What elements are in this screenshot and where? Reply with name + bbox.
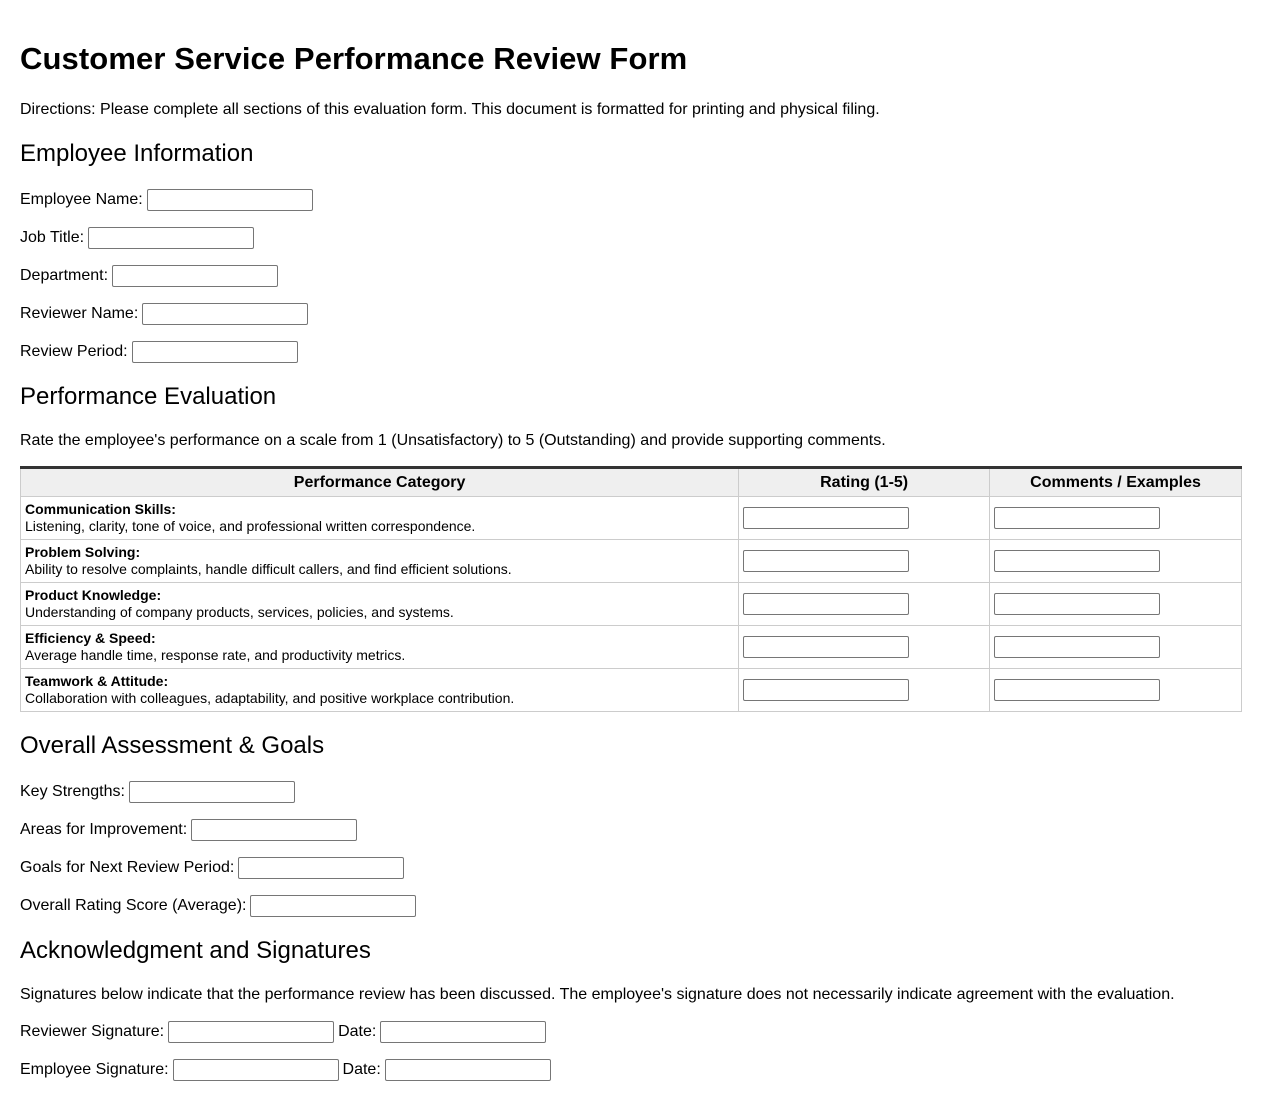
category-description: Average handle time, response rate, and productivity metrics. [25, 647, 406, 663]
comments-input-teamwork[interactable] [994, 679, 1160, 701]
directions-text: Directions: Please complete all sections of this evaluation form. This document is formatted for printing and physical filing. [20, 101, 880, 118]
category-cell [21, 583, 739, 626]
column-header-rating: Rating (1-5) [739, 468, 990, 497]
category-description: Ability to resolve complaints, handle difficult callers, and find efficient solutions. [25, 561, 512, 577]
overall-rating-label: Overall Rating Score (Average): [20, 897, 247, 914]
rating-cell [739, 540, 990, 583]
reviewer-date-label: Date: [338, 1023, 377, 1040]
review-period-input[interactable] [132, 341, 298, 363]
table-row [21, 497, 1242, 540]
category-name: Product Knowledge: [25, 587, 162, 603]
reviewer-signature-input[interactable] [168, 1021, 334, 1043]
rating-cell [739, 583, 990, 626]
reviewer-date-input[interactable] [380, 1021, 546, 1043]
category-cell [21, 540, 739, 583]
areas-improvement-input[interactable] [191, 819, 357, 841]
reviewer-name-label: Reviewer Name: [20, 305, 139, 322]
goals-input[interactable] [238, 857, 404, 879]
table-row [21, 626, 1242, 669]
signatures-statement: Signatures below indicate that the performance review has been discussed. The employee's signature does not necessarily indicate agreement with the evaluation. [20, 986, 1175, 1003]
rating-input-efficiency[interactable] [743, 636, 909, 658]
comments-input-communication[interactable] [994, 507, 1160, 529]
category-cell [21, 626, 739, 669]
review-period-row [20, 341, 298, 363]
job-title-label: Job Title: [20, 229, 85, 246]
goals-row [20, 857, 404, 879]
table-header-row [21, 468, 1242, 497]
employee-info-heading: Employee Information [20, 140, 254, 167]
rating-input-communication[interactable] [743, 507, 909, 529]
category-description: Understanding of company products, services, policies, and systems. [25, 604, 454, 620]
comments-input-problem-solving[interactable] [994, 550, 1160, 572]
performance-heading: Performance Evaluation [20, 383, 277, 410]
reviewer-signature-label: Reviewer Signature: [20, 1023, 165, 1040]
rating-cell [739, 626, 990, 669]
column-header-comments: Comments / Examples [990, 468, 1242, 497]
category-description: Listening, clarity, tone of voice, and professional written correspondence. [25, 518, 476, 534]
reviewer-name-row [20, 303, 308, 325]
category-name: Problem Solving: [25, 544, 141, 560]
employee-signature-label: Employee Signature: [20, 1061, 169, 1078]
review-period-label: Review Period: [20, 343, 128, 360]
comments-cell [990, 669, 1242, 712]
category-cell [21, 497, 739, 540]
job-title-input[interactable] [88, 227, 254, 249]
performance-instructions: Rate the employee's performance on a scale from 1 (Unsatisfactory) to 5 (Outstanding) and provide supporting comments. [20, 432, 886, 449]
signatures-heading: Acknowledgment and Signatures [20, 937, 371, 964]
rating-cell [739, 497, 990, 540]
employee-date-input[interactable] [385, 1059, 551, 1081]
comments-input-product-knowledge[interactable] [994, 593, 1160, 615]
category-name: Efficiency & Speed: [25, 630, 156, 646]
department-label: Department: [20, 267, 109, 284]
employee-date-label: Date: [342, 1061, 381, 1078]
comments-cell [990, 497, 1242, 540]
table-row [21, 540, 1242, 583]
areas-improvement-row [20, 819, 357, 841]
rating-input-teamwork[interactable] [743, 679, 909, 701]
rating-input-problem-solving[interactable] [743, 550, 909, 572]
department-row [20, 265, 278, 287]
overall-heading: Overall Assessment & Goals [20, 732, 325, 759]
key-strengths-label: Key Strengths: [20, 783, 125, 800]
table-row [21, 583, 1242, 626]
category-name: Teamwork & Attitude: [25, 673, 169, 689]
category-cell [21, 669, 739, 712]
reviewer-name-input[interactable] [142, 303, 308, 325]
category-name: Communication Skills: [25, 501, 176, 517]
overall-rating-row [20, 895, 416, 917]
page-title: Customer Service Performance Review Form [20, 41, 688, 76]
employee-name-input[interactable] [147, 189, 313, 211]
employee-signature-row [20, 1059, 551, 1081]
column-header-category: Performance Category [21, 468, 739, 497]
key-strengths-input[interactable] [129, 781, 295, 803]
goals-label: Goals for Next Review Period: [20, 859, 235, 876]
employee-name-label: Employee Name: [20, 191, 143, 208]
comments-cell [990, 583, 1242, 626]
job-title-row [20, 227, 254, 249]
department-input[interactable] [112, 265, 278, 287]
rating-input-product-knowledge[interactable] [743, 593, 909, 615]
category-description: Collaboration with colleagues, adaptability, and positive workplace contribution. [25, 690, 515, 706]
overall-rating-input[interactable] [250, 895, 416, 917]
comments-cell [990, 626, 1242, 669]
key-strengths-row [20, 781, 295, 803]
areas-improvement-label: Areas for Improvement: [20, 821, 188, 838]
comments-cell [990, 540, 1242, 583]
rating-cell [739, 669, 990, 712]
performance-table [20, 466, 1242, 712]
employee-signature-input[interactable] [173, 1059, 339, 1081]
reviewer-signature-row [20, 1021, 546, 1043]
comments-input-efficiency[interactable] [994, 636, 1160, 658]
employee-name-row [20, 189, 313, 211]
table-row [21, 669, 1242, 712]
